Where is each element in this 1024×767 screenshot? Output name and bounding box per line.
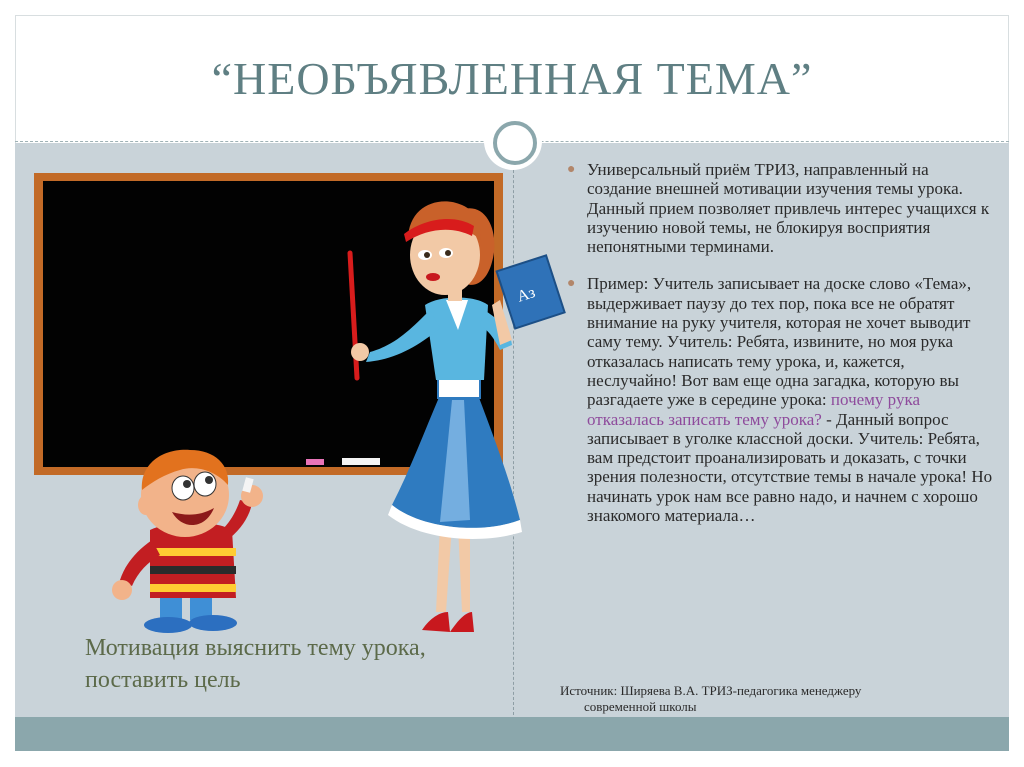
book-icon <box>497 255 565 328</box>
bullet-item-1 <box>567 160 997 256</box>
book-label: Аз <box>515 284 538 306</box>
bullet-2-highlight: почему рука отказалась записать тему урока? <box>587 390 920 429</box>
caption-line-1: Мотивация выяснить тему урока, <box>85 635 426 661</box>
chalk-white <box>342 458 380 465</box>
bullet-list <box>567 160 997 543</box>
chalk-pink <box>306 459 324 465</box>
bullet-1-text: Универсальный приём ТРИЗ, направленный на создание внешней мотивации изучения темы урока. Данный прием позволяет привлечь интерес учащихся к изучению новой темы, не блокируя восприятия непонятными терминами. <box>587 160 990 257</box>
bullet-icon: ● <box>567 276 576 292</box>
source-line-2: современной школы <box>584 699 697 714</box>
bullet-2-text-part2: - Данный вопрос записывает в уголке классной доски. Учитель: Ребята, вам предстоит проанализировать и доказать, с точки зрения полезности, отсутствие темы в начале урока! Но начинать урок нам все равно надо, и начнем с хорошо знакомого материала… <box>587 409 993 526</box>
source-citation <box>560 683 980 715</box>
slide-caption <box>85 632 505 696</box>
bullet-2-text-part1: Пример: Учитель записывает на доске слово «Тема», выдерживает паузу до тех пор, пока все не обратят внимание на руку учителя, которая не хочет выводит саму тему. Учитель: Ребята, извините, но моя рука отказалась написать тему урока, и, кажется, неслучайно! Вот вам еще одна загадка, которую вы разгадаете уже в середине урока: <box>587 274 972 410</box>
caption-line-2: поставить цель <box>85 667 241 693</box>
slide-title: “НЕОБЪЯВЛЕННАЯ ТЕМА” <box>211 53 813 104</box>
source-line-1: Источник: Ширяева В.А. ТРИЗ-педагогика менеджеру <box>560 683 862 698</box>
bullet-item-2 <box>567 274 997 525</box>
bullet-icon: ● <box>567 162 576 177</box>
boy-figure <box>112 450 263 633</box>
